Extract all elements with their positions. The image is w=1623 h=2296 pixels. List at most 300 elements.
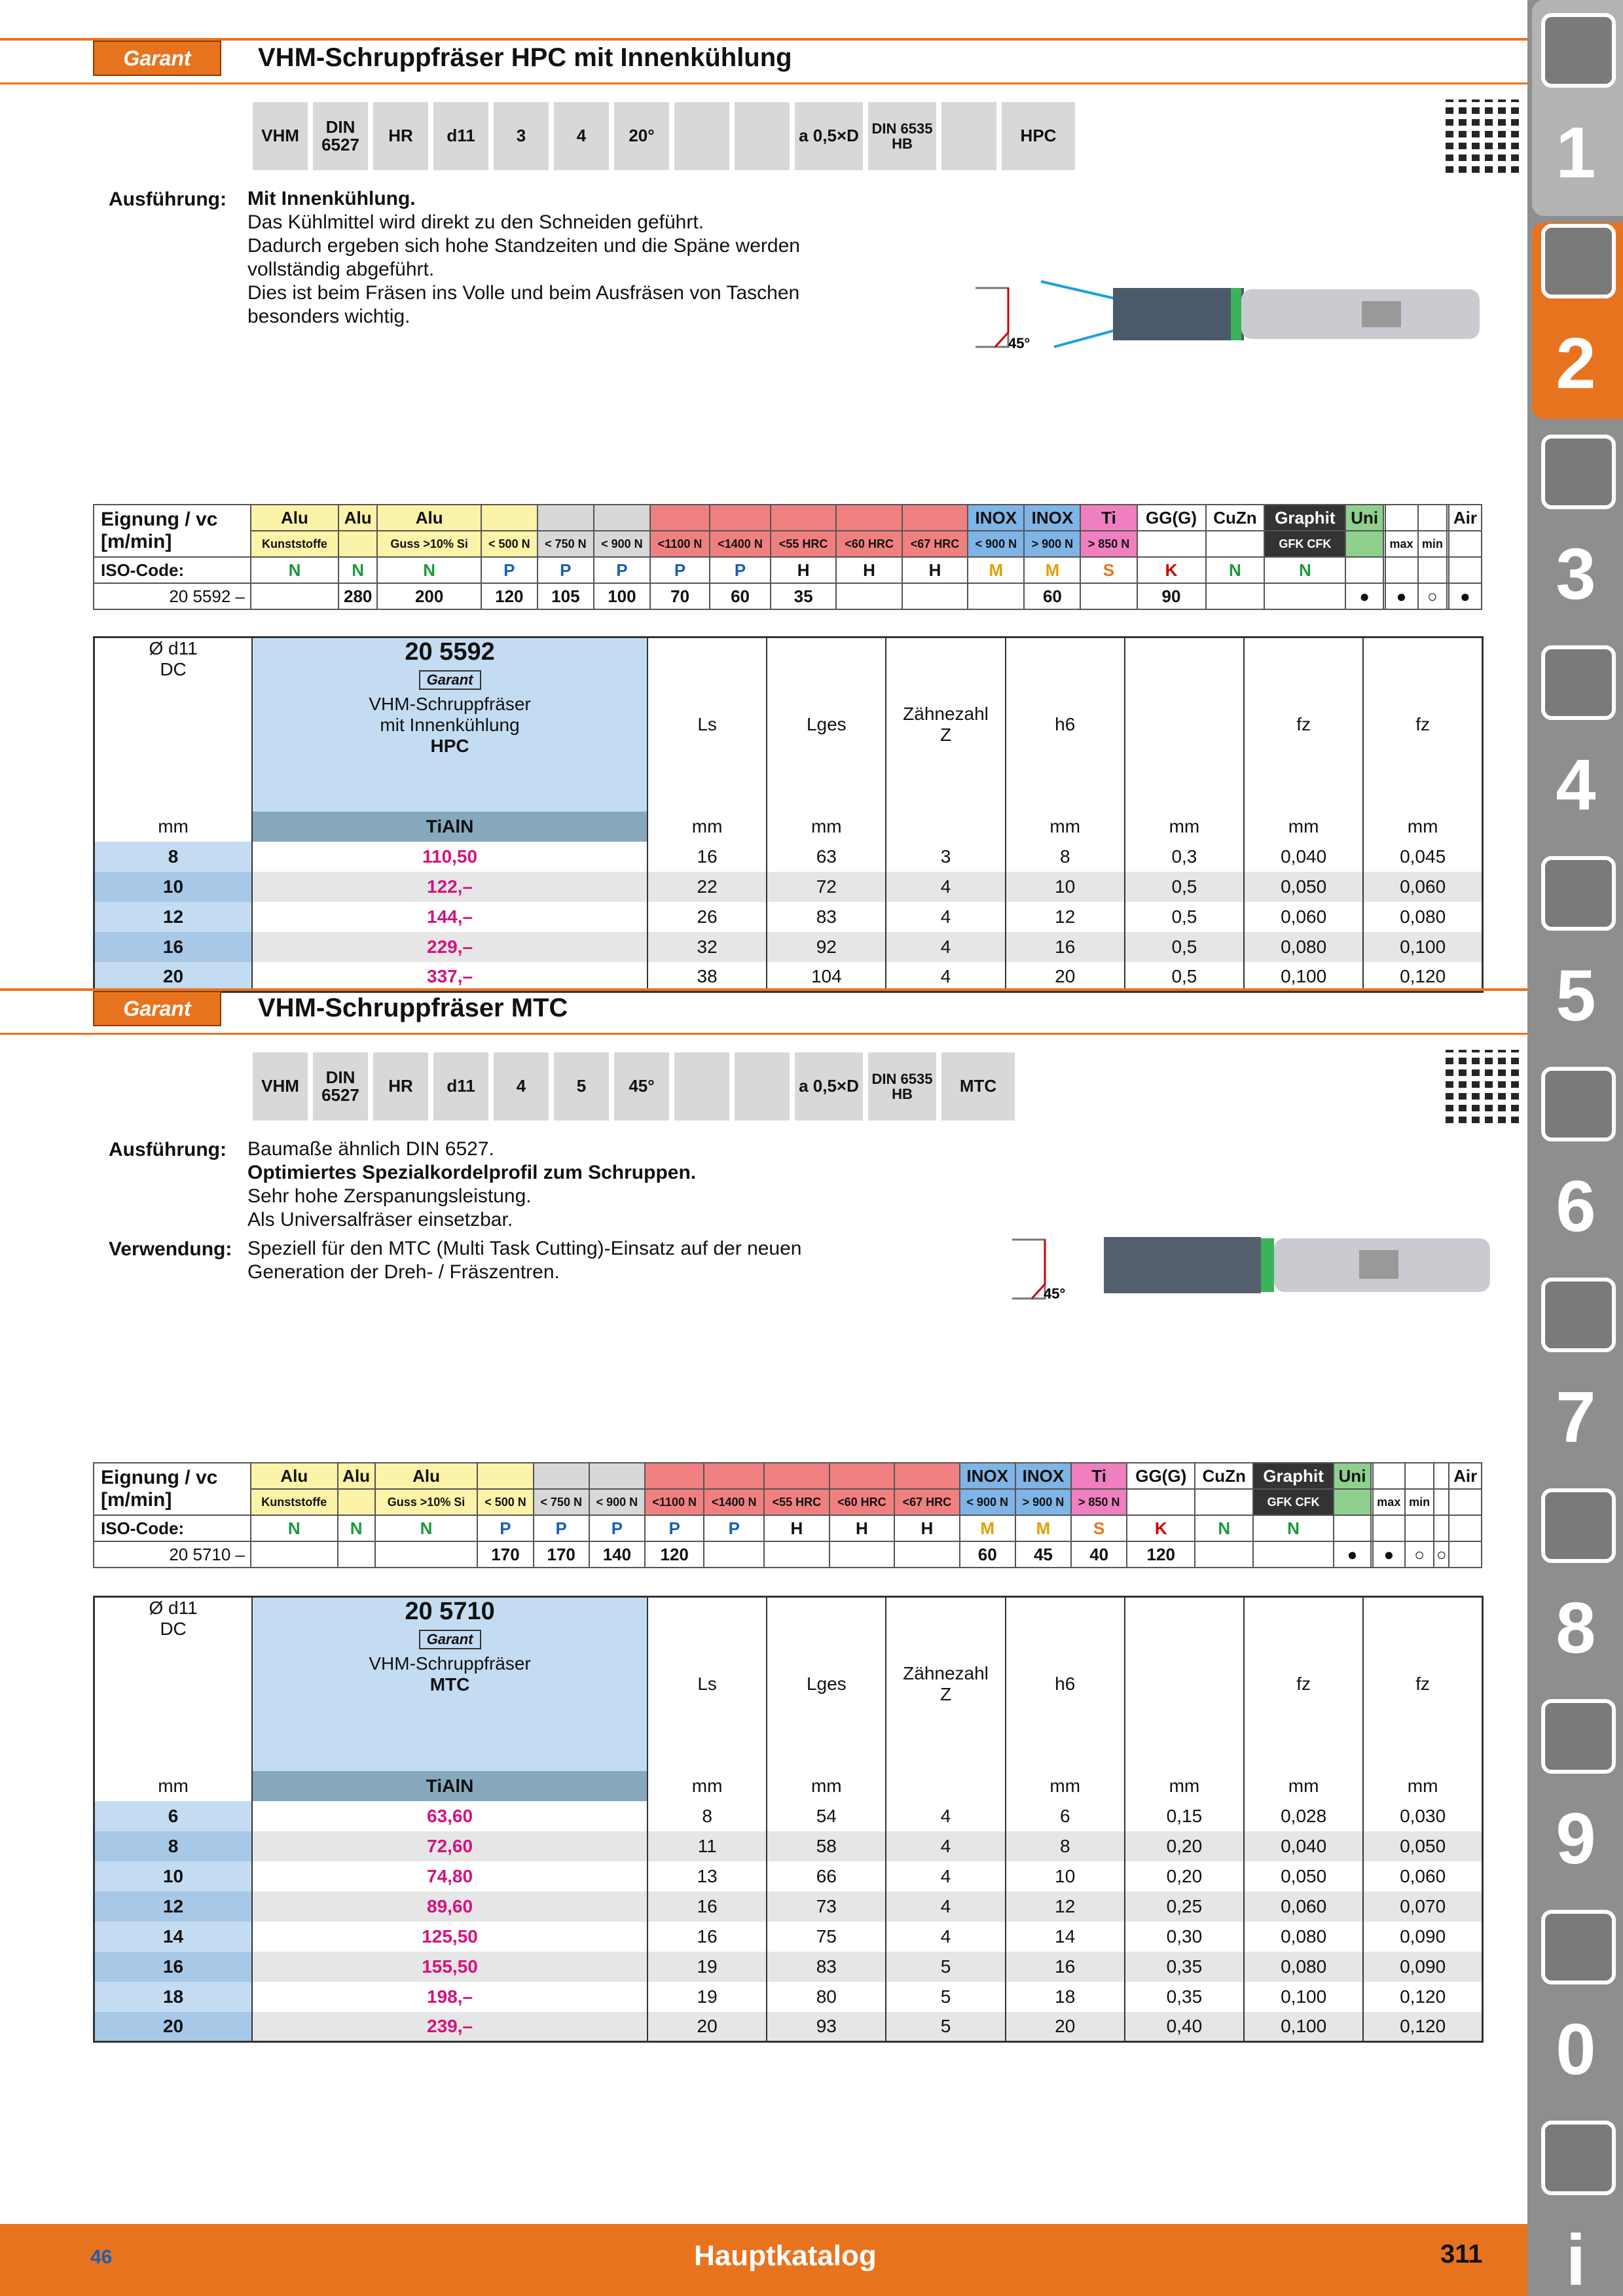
cell: 4 [886,1831,1005,1861]
text-line: Generation der Dreh- / Fräszentren. [247,1261,560,1283]
text-line: Als Universalfräser einsetzbar. [247,1209,513,1230]
spec-icon: 4 [494,1052,549,1121]
vc-value [764,1541,829,1568]
table-head-row [94,1597,1483,1771]
vc-value: 100 [594,583,650,609]
vc-value: 60 [710,583,771,609]
cell: 4 [886,902,1005,932]
iso-code [1334,1515,1371,1541]
suit-head [645,1463,704,1489]
cell: 38 [647,962,767,992]
chapter-icon[interactable] [1541,645,1616,720]
cell: 83 [767,1952,886,1982]
text-line: Dies ist beim Fräsen ins Volle und beim Ausfräsen von Taschen [247,282,800,304]
iso-code: P [594,557,650,583]
suit-sub: <55 HRC [764,1489,829,1515]
vc-value [251,583,338,609]
cell: 80 [767,1982,886,2012]
vc-value: 70 [650,583,710,609]
spec-icon [941,102,996,170]
dc-label: DC [160,659,187,679]
angle-label-2: 45° [1044,1285,1066,1302]
chapter-number[interactable]: 6 [1556,1166,1596,1247]
qr-code[interactable] [1446,99,1519,173]
chapter-icon[interactable] [1541,13,1616,88]
cell: 73 [767,1892,886,1922]
suit-sub: <1100 N [650,531,710,557]
cell: 0,120 [1363,2012,1482,2042]
unit: mm [647,812,767,842]
table-row [94,1831,1483,1861]
cell: 8 [1006,1831,1125,1861]
cell: 0,080 [1244,932,1363,962]
column-head: h6 [1006,637,1125,812]
chapter-icon[interactable] [1541,1910,1616,1984]
cell: 0,080 [1244,1922,1363,1952]
article-desc: mit Innenkühlung [380,715,520,735]
cell: 16 [1006,932,1125,962]
chapter-icon[interactable] [1541,1278,1616,1352]
suit-head: Air [1449,505,1482,531]
iso-code: K [1137,557,1206,583]
vc-value [375,1541,478,1568]
tool-image-mtc [1006,1230,1493,1309]
cell: 16 [94,932,253,962]
cell: 0,060 [1363,872,1482,902]
diameter-head [94,1597,253,1771]
suit-head: Uni [1345,505,1383,531]
article-desc: VHM-Schruppfräser [369,694,531,714]
cell: 4 [886,1892,1005,1922]
chapter-icon[interactable] [1541,856,1616,931]
cell: 0,060 [1244,1892,1363,1922]
cell: 0,060 [1244,902,1363,932]
vc-value [704,1541,764,1568]
iso-code: M [968,557,1024,583]
spec-icon: 5 [554,1052,609,1121]
suit-head [650,505,710,531]
cell: 54 [767,1801,886,1831]
iso-code: H [771,557,836,583]
suit-sub [1334,1489,1371,1515]
spec-icon: DIN 6527 [313,102,368,170]
suit-head: Alu [251,505,338,531]
suit-head [902,505,968,531]
cell: 10 [1006,1861,1125,1892]
suit-sub: > 850 N [1080,531,1137,557]
spec-icon: 45° [614,1052,669,1121]
chapter-number[interactable]: i [1565,2220,1586,2296]
spec-icon: HR [373,102,428,170]
unit: mm [94,812,253,842]
article-label: 20 5592 – [94,583,251,609]
footer-title: Hauptkatalog [694,2240,877,2272]
unit-row [94,1771,1483,1801]
vc-value [1264,583,1345,609]
cell: 0,040 [1244,1831,1363,1861]
spec-icon: MTC [941,1052,1015,1121]
vc-row [94,1541,1482,1568]
iso-code: H [902,557,968,583]
chapter-number[interactable]: 0 [1556,2009,1596,2090]
text-line: Sehr hohe Zerspanungsleistung. [247,1185,532,1207]
spec-icon [674,1052,729,1121]
chapter-number[interactable]: 4 [1556,745,1596,825]
suit-head: INOX [960,1463,1015,1489]
suit-sub-row [94,531,1482,557]
iso-code: P [538,557,594,583]
cell: 0,060 [1363,1861,1482,1892]
cell: 16 [647,842,767,872]
spec-icon [674,102,729,170]
chapter-icon[interactable] [1541,435,1616,509]
suit-sub: <55 HRC [771,531,836,557]
cell: 12 [94,902,253,932]
vc-value: ● [1345,583,1383,609]
column-head: Ls [647,1597,767,1771]
chapter-number[interactable]: 5 [1556,956,1596,1036]
section2-title: VHM-Schruppfräser MTC [258,994,568,1022]
cell: 12 [1006,1892,1125,1922]
cell: 0,100 [1244,1982,1363,2012]
qr-code-2[interactable] [1446,1050,1519,1123]
cell: 75 [767,1922,886,1952]
spec-icon: HPC [1002,102,1075,170]
suit-sub: min [1418,531,1448,557]
cell: 0,100 [1244,962,1363,992]
iso-code: M [1015,1515,1071,1541]
cell: 72 [767,872,886,902]
iso-code: M [1024,557,1080,583]
verwendung-text [247,1237,802,1284]
chapter-number[interactable]: 9 [1556,1799,1596,1879]
suit-sub: <67 HRC [894,1489,959,1515]
vc-value: ○ [1418,583,1448,609]
chapter-number[interactable]: 3 [1556,534,1596,615]
cell: 0,30 [1125,1922,1244,1952]
unit: mm [767,812,886,842]
iso-code: N [251,1515,338,1541]
cell: 14 [94,1922,253,1952]
cell: 20 [94,962,253,992]
suit-head: Graphit [1264,505,1345,531]
iso-code: P [589,1515,645,1541]
cell: 63 [767,842,886,872]
suit-sub [1137,531,1206,557]
garant-logo-small: Garant [419,670,481,690]
iso-code: P [704,1515,764,1541]
suit-sub [338,1489,375,1515]
cell: 0,040 [1244,842,1363,872]
cell: 4 [886,1801,1005,1831]
vc-value [1195,1541,1253,1568]
cell: 16 [647,1922,767,1952]
cell: 26 [647,902,767,932]
chapter-icon[interactable] [1541,1488,1616,1563]
cell: 239,– [252,2012,647,2042]
iso-code: S [1080,557,1137,583]
suit-head-row [94,1463,1482,1489]
cell: 0,40 [1125,2012,1244,2042]
spec-icon: a 0,5×D [795,102,863,170]
vc-value: 90 [1137,583,1206,609]
suit-head [538,505,594,531]
suit-head: INOX [968,505,1024,531]
suit-head: INOX [1024,505,1080,531]
suit-sub: < 500 N [477,1489,533,1515]
iso-code: N [1264,557,1345,583]
unit: mm [767,1771,886,1801]
table-row [94,902,1483,932]
cell: 337,– [252,962,647,992]
vc-value: 105 [538,583,594,609]
cell: 0,35 [1125,1952,1244,1982]
cell: 83 [767,902,886,932]
cell: 122,– [252,872,647,902]
unit: mm [1244,812,1363,842]
cell: 74,80 [252,1861,647,1892]
cell: 0,045 [1363,842,1482,872]
unit: mm [1363,812,1482,842]
unit: mm [1125,1771,1244,1801]
vc-value [902,583,968,609]
chapter-icon[interactable] [1541,2121,1616,2195]
suit-head: CuZn [1195,1463,1253,1489]
chapter-icon[interactable] [1541,1067,1616,1141]
cell: 20 [1006,2012,1125,2042]
suit-head [1405,1463,1434,1489]
chapter-icon[interactable] [1541,1699,1616,1774]
suit-sub: < 750 N [534,1489,589,1515]
unit: mm [1006,1771,1125,1801]
cell: 8 [1006,842,1125,872]
suit-head [704,1463,764,1489]
spec-icon: VHM [253,102,308,170]
product-table-1 [93,636,1484,993]
column-head: Zähnezahl Z [886,1597,1005,1771]
text-line: vollständig abgeführt. [247,259,435,280]
unit: mm [1125,812,1244,842]
cell: 5 [886,1982,1005,2012]
suit-sub: max [1385,531,1418,557]
cell: 4 [886,872,1005,902]
suit-head: Alu [251,1463,338,1489]
suit-sub: GFK CFK [1264,531,1345,557]
suit-head [771,505,836,531]
spec-icon: a 0,5×D [795,1052,863,1121]
cell: 155,50 [252,1952,647,1982]
vc-value: ● [1373,1541,1405,1568]
iso-code: N [1195,1515,1253,1541]
spec-icon: 20° [614,102,669,170]
table-row [94,1801,1483,1831]
chapter-number[interactable]: 7 [1556,1377,1596,1458]
cell: 20 [1006,962,1125,992]
cell: 12 [1006,902,1125,932]
suit-head: CuZn [1206,505,1265,531]
cell: 58 [767,1831,886,1861]
suit-head: Alu [338,1463,375,1489]
cell: 18 [94,1982,253,2012]
suit-sub [338,531,378,557]
suit-sub: <1400 N [704,1489,764,1515]
iso-code [1434,1515,1449,1541]
vc-value: 120 [645,1541,704,1568]
vc-value: 35 [771,583,836,609]
suit-sub: <60 HRC [836,531,902,557]
suit-head: Ti [1071,1463,1127,1489]
suit-sub: < 900 N [960,1489,1015,1515]
iso-label: ISO-Code: [94,1515,251,1541]
unit: mm [647,1771,767,1801]
cell: 93 [767,2012,886,2042]
section1-title: VHM-Schruppfräser HPC mit Innenkühlung [258,43,792,72]
table-row [94,872,1483,902]
iso-code [1345,557,1383,583]
diameter-head [94,637,253,812]
article-number: 20 5592 [405,638,495,666]
unit: mm [1006,812,1125,842]
header-rule-top-2 [0,988,1527,991]
table-row [94,1922,1483,1952]
dc-label: DC [160,1619,187,1639]
cell: 10 [94,872,253,902]
text-line: Baumaße ähnlich DIN 6527. [247,1138,494,1160]
cell: 0,5 [1125,872,1244,902]
iso-code: M [960,1515,1015,1541]
suit-head [589,1463,645,1489]
suit-sub [1345,531,1383,557]
cell: 89,60 [252,1892,647,1922]
article-desc: VHM-Schruppfräser [369,1653,531,1674]
suit-head [830,1463,894,1489]
cell: 0,120 [1363,1982,1482,2012]
coating: TiAlN [252,1771,647,1801]
suit-sub: <1100 N [645,1489,704,1515]
spec-icon [735,102,790,170]
diameter-label: Ø d11 [149,1598,198,1618]
iso-code: H [894,1515,959,1541]
suit-sub: < 900 N [594,531,650,557]
vc-value [1206,583,1265,609]
cell: 0,090 [1363,1952,1482,1982]
spec-icon: 3 [494,102,549,170]
suit-sub [1449,1489,1482,1515]
cell: 4 [886,1922,1005,1952]
suit-label: Eignung / vc [m/min] [94,1463,251,1515]
chapter-icon[interactable] [1541,224,1616,298]
chapter-number[interactable]: 1 [1556,113,1596,193]
vc-value: 170 [534,1541,589,1568]
cell: 4 [886,932,1005,962]
vc-value: ● [1449,583,1482,609]
iso-code: P [645,1515,704,1541]
vc-value [338,1541,375,1568]
suit-head: Uni [1334,1463,1371,1489]
cell: 229,– [252,932,647,962]
article-number: 20 5710 [405,1598,495,1625]
cell: 0,080 [1363,902,1482,932]
cell: 8 [647,1801,767,1831]
vc-value: ● [1385,583,1418,609]
iso-code: N [338,557,378,583]
chapter-number[interactable]: 2 [1556,323,1596,404]
iso-code [1385,557,1418,583]
suit-sub: GFK CFK [1253,1489,1334,1515]
cell: 19 [647,1982,767,2012]
cell: 110,50 [252,842,647,872]
text-line: Das Kühlmittel wird direkt zu den Schneiden geführt. [247,211,704,233]
unit [886,812,1005,842]
table-row [94,1892,1483,1922]
cell: 63,60 [252,1801,647,1831]
table-row [94,2012,1483,2042]
vc-value: 120 [481,583,538,609]
vc-value [251,1541,338,1568]
spec-icon: 4 [554,102,609,170]
vc-value [1253,1541,1334,1568]
cell: 32 [647,932,767,962]
suit-sub: min [1405,1489,1434,1515]
iso-code: K [1127,1515,1195,1541]
vc-value: 40 [1071,1541,1127,1568]
suit-head-row [94,505,1482,531]
text-line: besonders wichtig. [247,306,410,327]
cell: 0,5 [1125,962,1244,992]
table-row [94,962,1483,992]
vc-value: 200 [377,583,481,609]
column-head: fz [1363,1597,1482,1771]
iso-code: H [836,557,902,583]
suit-sub: < 900 N [589,1489,645,1515]
table-row [94,1861,1483,1892]
iso-code: N [377,557,481,583]
cell: 0,100 [1363,932,1482,962]
header-rule-bottom [0,82,1527,84]
unit: mm [1244,1771,1363,1801]
cell: 10 [1006,872,1125,902]
article-head [252,637,647,812]
vc-value [968,583,1024,609]
suit-sub: Kunststoffe [251,1489,338,1515]
suit-head [836,505,902,531]
cell: 10 [94,1861,253,1892]
table-row [94,932,1483,962]
spec-icon: DIN 6535 HB [868,102,936,170]
unit [886,1771,1005,1801]
cell: 19 [647,1952,767,1982]
vc-value: ● [1334,1541,1371,1568]
suit-sub: < 500 N [481,531,538,557]
iso-row [94,1515,1482,1541]
table-row [94,1952,1483,1982]
suit-head [1373,1463,1405,1489]
cell: 3 [886,842,1005,872]
cell: 4 [886,1861,1005,1892]
cell: 14 [1006,1922,1125,1952]
cell: 11 [647,1831,767,1861]
cell: 198,– [252,1982,647,2012]
cell: 0,050 [1363,1831,1482,1861]
chapter-number[interactable]: 8 [1556,1588,1596,1668]
suit-sub: Guss >10% Si [375,1489,478,1515]
cell: 0,080 [1244,1952,1363,1982]
suitability-table-1 [93,504,1482,610]
cell: 0,5 [1125,902,1244,932]
iso-code [1449,1515,1482,1541]
suit-sub [1195,1489,1253,1515]
suit-sub: > 900 N [1024,531,1080,557]
